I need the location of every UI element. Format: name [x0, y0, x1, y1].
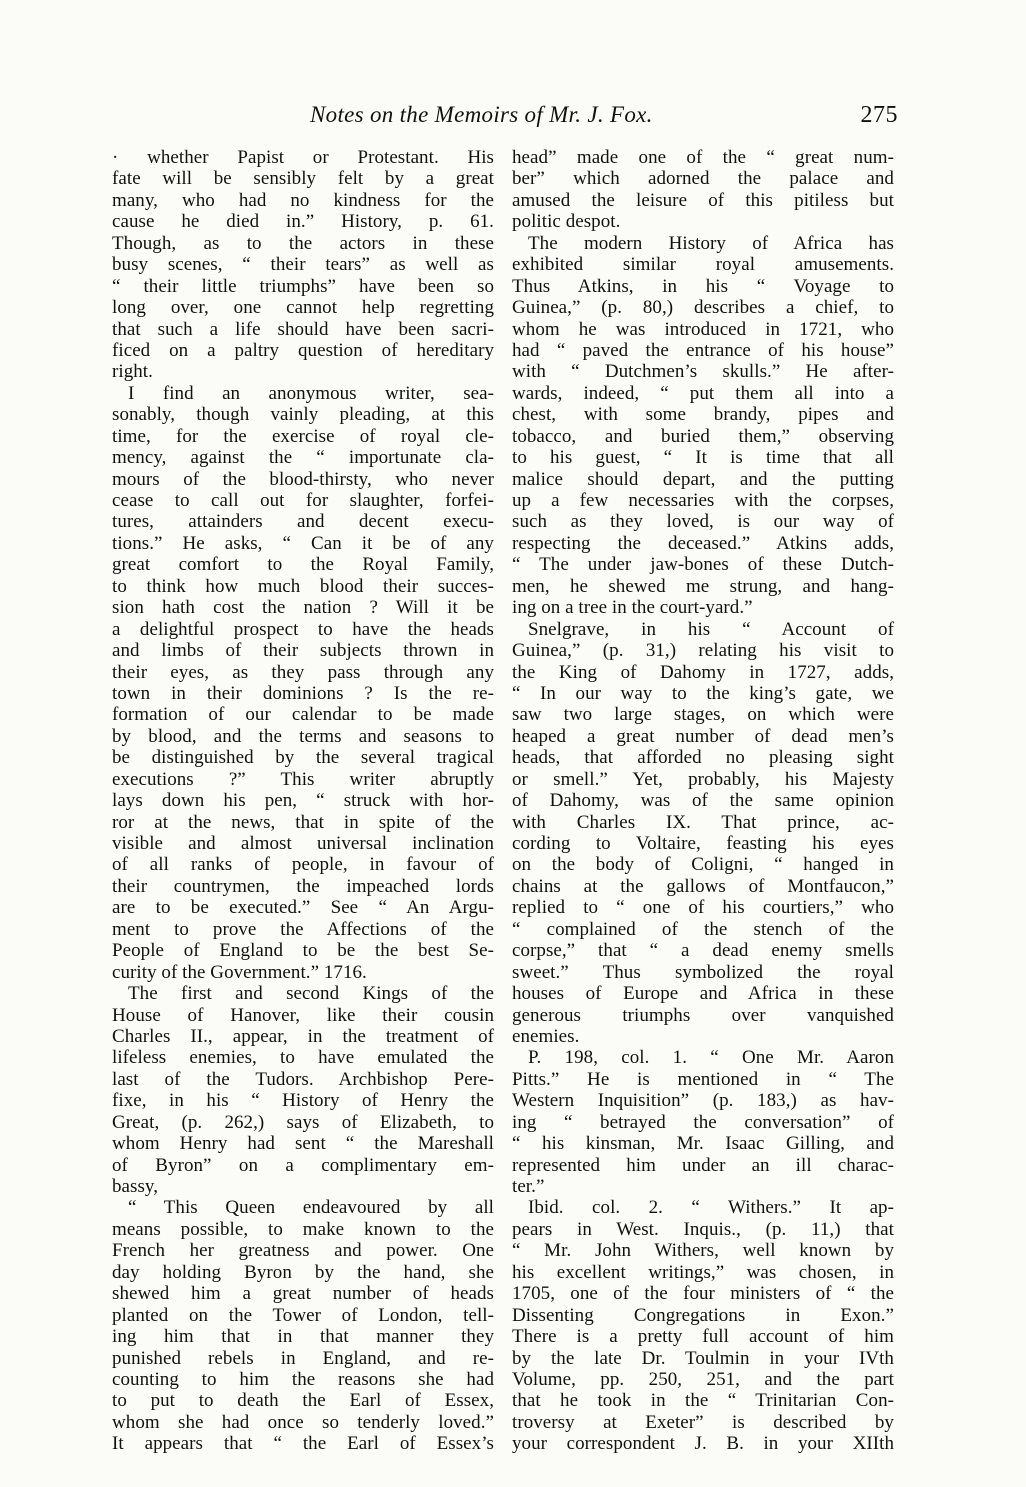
text-line: heads, that afforded no pleasing sight — [512, 747, 894, 769]
text-line: of all ranks of people, in favour of — [112, 854, 494, 876]
text-line: troversy at Exeter” is described by — [512, 1411, 894, 1433]
text-line: be distinguished by the several tragical — [112, 747, 494, 769]
text-line: It appears that “ the Earl of Essex’s — [112, 1433, 494, 1455]
text-line: a delightful prospect to have the heads — [112, 618, 494, 640]
text-line: time, for the exercise of royal cle- — [112, 425, 494, 447]
text-line: cording to Voltaire, feasting his eyes — [512, 833, 894, 854]
text-line: fixe, in his “ History of Henry the — [112, 1090, 494, 1112]
text-line: Pitts.” He is mentioned in “ The — [512, 1068, 894, 1090]
text-line: 1705, one of the four ministers of “ the — [512, 1283, 894, 1305]
text-line: cease to call out for slaughter, forfei- — [112, 490, 494, 511]
text-line: Guinea,” (p. 31,) relating his visit to — [512, 640, 894, 662]
text-line: saw two large stages, on which were — [512, 704, 894, 726]
text-line: ing him that in that manner they — [112, 1326, 494, 1348]
text-line: ment to prove the Affections of the — [112, 918, 494, 940]
text-line: mency, against the “ importunate cla- — [112, 447, 494, 469]
running-title: Notes on the Memoirs of Mr. J. Fox. — [310, 102, 653, 127]
text-line: The modern History of Africa has — [528, 232, 894, 254]
text-line: to put to death the Earl of Essex, — [112, 1390, 494, 1412]
text-line: last of the Tudors. Archbishop Pere- — [112, 1068, 494, 1090]
text-line: heaped a great number of dead men’s — [512, 725, 894, 747]
text-line: sweet.” Thus symbolized the royal — [512, 961, 894, 983]
text-line: pears in West. Inquis., (p. 11,) that — [512, 1218, 894, 1240]
text-line: by blood, and the terms and seasons to — [112, 725, 494, 747]
text-line: I find an anonymous writer, sea- — [128, 382, 494, 404]
text-line: with Charles IX. That prince, ac- — [512, 811, 894, 833]
text-line: ing “ betrayed the conversation” of — [512, 1111, 894, 1133]
text-line: sion hath cost the nation ? Will it be — [112, 597, 494, 619]
text-line: replied to “ one of his courtiers,” who — [512, 897, 894, 919]
text-line: wards, indeed, “ put them all into a — [512, 382, 894, 404]
text-line: Thus Atkins, in his “ Voyage to — [512, 275, 894, 297]
text-line: People of England to be the best Se- — [112, 940, 494, 962]
text-line: corpse,” that “ a dead enemy smells — [512, 940, 894, 962]
text-line: means possible, to make known to the — [112, 1218, 494, 1240]
text-line: tures, attainders and decent execu- — [112, 511, 494, 533]
text-line: represented him under an ill charac- — [512, 1154, 894, 1176]
text-line: on the body of Coligni, “ hanged in — [512, 854, 894, 876]
text-line: their eyes, as they pass through any — [112, 661, 494, 683]
text-line: “ complained of the stench of the — [512, 918, 894, 940]
text-line: ror at the news, that in spite of the — [112, 811, 494, 833]
text-line: to his guest, “ It is time that all — [512, 447, 894, 469]
text-line: with “ Dutchmen’s skulls.” He after- — [512, 361, 894, 383]
left-text-column — [112, 147, 494, 1455]
text-line: fate will be sensibly felt by a great — [112, 168, 494, 190]
text-line: men, he shewed me strung, and hang- — [512, 575, 894, 597]
text-line: right. — [112, 361, 153, 383]
text-line: Snelgrave, in his “ Account of — [528, 618, 894, 640]
text-line: amused the leisure of this pitiless but — [512, 189, 894, 211]
text-line: busy scenes, “ their tears” as well as — [112, 254, 494, 276]
text-line: · whether Papist or Protestant. His — [112, 147, 494, 168]
text-line: cause he died in.” History, p. 61. — [112, 211, 494, 233]
text-line: “ The under jaw-bones of these Dutch- — [512, 554, 894, 576]
text-line: exhibited similar royal amusements. — [512, 254, 894, 276]
page-number: 275 — [860, 102, 898, 128]
text-line: great comfort to the Royal Family, — [112, 554, 494, 576]
text-line: The first and second Kings of the — [128, 983, 494, 1005]
text-line: the King of Dahomy in 1727, adds, — [512, 661, 894, 683]
text-line: tions.” He asks, “ Can it be of any — [112, 532, 494, 554]
text-line: P. 198, col. 1. “ One Mr. Aaron — [528, 1047, 894, 1069]
text-line: chest, with some brandy, pipes and — [512, 404, 894, 426]
text-line: ter.” — [512, 1176, 545, 1197]
text-line: whom she had once so tenderly loved.” — [112, 1411, 494, 1433]
text-line: politic despot. — [512, 211, 621, 233]
text-line: Western Inquisition” (p. 183,) as hav- — [512, 1090, 894, 1112]
text-line: French her greatness and power. One — [112, 1240, 494, 1262]
text-line: your correspondent J. B. in your XIIth — [512, 1433, 894, 1455]
text-line: or smell.” Yet, probably, his Majesty — [512, 768, 894, 790]
text-line: Though, as to the actors in these — [112, 232, 494, 254]
text-line: There is a pretty full account of him — [512, 1326, 894, 1348]
text-line: of Byron” on a complimentary em- — [112, 1154, 494, 1176]
text-line: houses of Europe and Africa in these — [512, 983, 894, 1005]
text-line: tobacco, and buried them,” observing — [512, 425, 894, 447]
text-line: of Dahomy, was of the same opinion — [512, 790, 894, 812]
text-line: “ In our way to the king’s gate, we — [512, 682, 894, 704]
text-line: Charles II., appear, in the treatment of — [112, 1025, 494, 1047]
text-line: his excellent writings,” was chosen, in — [512, 1261, 894, 1283]
text-line: Ibid. col. 2. “ Withers.” It ap- — [528, 1197, 894, 1219]
text-line: Volume, pp. 250, 251, and the part — [512, 1368, 894, 1390]
text-line: Great, (p. 262,) says of Elizabeth, to — [112, 1111, 494, 1133]
text-line: executions ?” This writer abruptly — [112, 768, 494, 790]
text-line: head” made one of the “ great num- — [512, 147, 894, 168]
text-line: planted on the Tower of London, tell- — [112, 1304, 494, 1326]
text-line: curity of the Government.” 1716. — [112, 961, 367, 983]
text-line: formation of our calendar to be made — [112, 704, 494, 726]
text-line: Dissenting Congregations in Exon.” — [512, 1304, 894, 1326]
text-line: enemies. — [512, 1025, 580, 1047]
text-line: generous triumphs over vanquished — [512, 1004, 894, 1026]
text-line: by the late Dr. Toulmin in your IVth — [512, 1347, 894, 1369]
text-line: their countrymen, the impeached lords — [112, 875, 494, 897]
text-line: to think how much blood their succes- — [112, 575, 494, 597]
text-line: sonably, though vainly pleading, at this — [112, 404, 494, 426]
text-line: respecting the deceased.” Atkins adds, — [512, 532, 894, 554]
text-line: visible and almost universal inclination — [112, 833, 494, 854]
text-line: mours of the blood-thirsty, who never — [112, 468, 494, 490]
right-text-column — [512, 147, 894, 1455]
text-line: “ Mr. John Withers, well known by — [512, 1240, 894, 1262]
text-line: chains at the gallows of Montfaucon,” — [512, 875, 894, 897]
text-line: that he took in the “ Trinitarian Con- — [512, 1390, 894, 1412]
text-line: up a few necessaries with the corpses, — [512, 490, 894, 511]
text-line: shewed him a great number of heads — [112, 1283, 494, 1305]
text-line: Guinea,” (p. 80,) describes a chief, to — [512, 297, 894, 319]
text-line: are to be executed.” See “ An Argu- — [112, 897, 494, 919]
text-line: lifeless enemies, to have emulated the — [112, 1047, 494, 1069]
text-line: malice should depart, and the putting — [512, 468, 894, 490]
text-line: House of Hanover, like their cousin — [112, 1004, 494, 1026]
text-line: had “ paved the entrance of his house” — [512, 339, 894, 361]
text-line: town in their dominions ? Is the re- — [112, 682, 494, 704]
text-line: whom he was introduced in 1721, who — [512, 318, 894, 340]
text-line: punished rebels in England, and re- — [112, 1347, 494, 1369]
text-line: “ his kinsman, Mr. Isaac Gilling, and — [512, 1133, 894, 1155]
text-line: day holding Byron by the hand, she — [112, 1261, 494, 1283]
running-head — [118, 102, 898, 136]
text-line: ing on a tree in the court-yard.” — [512, 597, 753, 619]
text-line: ber” which adorned the palace and — [512, 168, 894, 190]
text-line: and limbs of their subjects thrown in — [112, 640, 494, 662]
text-line: “ This Queen endeavoured by all — [128, 1197, 494, 1219]
text-line: bassy, — [112, 1176, 159, 1197]
text-line: counting to him the reasons she had — [112, 1368, 494, 1390]
text-line: long over, one cannot help regretting — [112, 297, 494, 319]
text-line: that such a life should have been sacri- — [112, 318, 494, 340]
text-line: such as they loved, is our way of — [512, 511, 894, 533]
text-line: lays down his pen, “ struck with hor- — [112, 790, 494, 812]
text-line: ficed on a paltry question of hereditary — [112, 339, 494, 361]
text-line: “ their little triumphs” have been so — [112, 275, 494, 297]
text-line: whom Henry had sent “ the Mareshall — [112, 1133, 494, 1155]
text-line: many, who had no kindness for the — [112, 189, 494, 211]
